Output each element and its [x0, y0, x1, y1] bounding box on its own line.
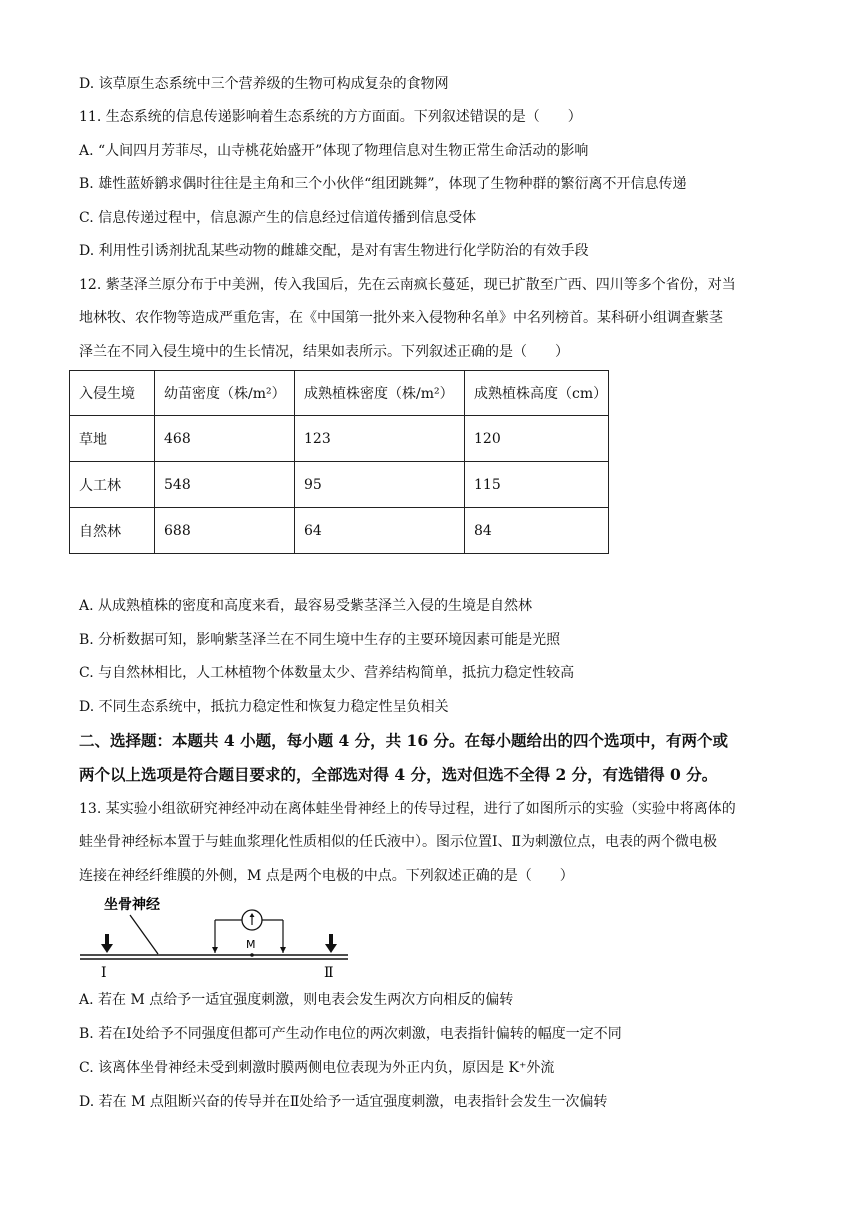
table-cell: 115: [465, 462, 609, 508]
table-row: [70, 462, 609, 508]
invasion-data-table: [69, 370, 609, 554]
stimulus-arrow-2: [325, 934, 337, 953]
section-2-heading-line2: 两个以上选项是符合题目要求的，全部选对得 4 分，选对但选不全得 2 分，有选错得 0 分。: [79, 765, 718, 784]
table-cell: 64: [295, 508, 465, 554]
stimulus-arrow-1: [101, 934, 113, 953]
table-header-cell: 入侵生境: [70, 371, 155, 416]
nerve-experiment-figure: [80, 888, 355, 984]
site-1-label: Ⅰ: [101, 965, 107, 981]
q12-option-a: A. 从成熟植株的密度和高度来看，最容易受紫茎泽兰入侵的生境是自然林: [79, 598, 533, 614]
q12-option-c: C. 与自然林相比，人工林植物个体数量太少、营养结构简单，抵抗力稳定性较高: [79, 665, 575, 681]
table-cell: 120: [465, 416, 609, 462]
point-m-label: M: [246, 938, 256, 951]
nerve-label: 坐骨神经: [104, 897, 160, 913]
q13-option-c: C. 该离体坐骨神经未受到刺激时膜两侧电位表现为外正内负，原因是 K⁺外流: [79, 1060, 555, 1076]
table-header-cell: 幼苗密度（株/m²）: [155, 371, 295, 416]
table-cell: 84: [465, 508, 609, 554]
nerve-pointer-line: [130, 915, 158, 954]
table-cell: 688: [155, 508, 295, 554]
table-cell: 人工林: [70, 462, 155, 508]
q12-stem-line1: 12. 紫茎泽兰原分布于中美洲，传入我国后，先在云南疯长蔓延，现已扩散至广西、四川等多个省份，对当: [79, 277, 736, 293]
section-2-heading-line1: 二、选择题：本题共 4 小题，每小题 4 分，共 16 分。在每小题给出的四个选项中，有两个或: [79, 731, 729, 750]
site-2-label: Ⅱ: [324, 965, 334, 981]
q13-stem-line2: 蛙坐骨神经标本置于与蛙血浆理化性质相似的任氏液中）。图示位置Ⅰ、Ⅱ为刺激位点，电表的两个微电极: [79, 834, 718, 850]
table-cell: 468: [155, 416, 295, 462]
q11-option-c: C. 信息传递过程中，信息源产生的信息经过信道传播到信息受体: [79, 210, 477, 226]
table-header-cell: 成熟植株高度（cm）: [465, 371, 609, 416]
q11-option-a: A. “人间四月芳菲尽，山寺桃花始盛开”体现了物理信息对生物正常生命活动的影响: [79, 143, 589, 159]
table-cell: 123: [295, 416, 465, 462]
table-cell: 自然林: [70, 508, 155, 554]
q12-option-b: B. 分析数据可知，影响紫茎泽兰在不同生境中生存的主要环境因素可能是光照: [79, 632, 561, 648]
q13-option-a: A. 若在 M 点给予一适宜强度刺激，则电表会发生两次方向相反的偏转: [79, 992, 514, 1008]
table-row: [70, 508, 609, 554]
q11-option-b: B. 雄性蓝娇鹟求偶时往往是主角和三个小伙伴“组团跳舞”，体现了生物种群的繁衍离不开信息传递: [79, 176, 687, 192]
table-header-row: [70, 371, 609, 416]
table-cell: 95: [295, 462, 465, 508]
q13-stem-line3: 连接在神经纤维膜的外侧，M 点是两个电极的中点。下列叙述正确的是（ ）: [79, 868, 574, 884]
table-cell: 548: [155, 462, 295, 508]
q11-stem: 11. 生态系统的信息传递影响着生态系统的方方面面。下列叙述错误的是（ ）: [79, 109, 582, 125]
q13-option-d: D. 若在 M 点阻断兴奋的传导并在Ⅱ处给予一适宜强度刺激，电表指针会发生一次偏转: [79, 1094, 608, 1110]
q12-stem-line3: 泽兰在不同入侵生境中的生长情况，结果如表所示。下列叙述正确的是（ ）: [79, 344, 569, 360]
q13-option-b: B. 若在Ⅰ处给予不同强度但都可产生动作电位的两次刺激，电表指针偏转的幅度一定不同: [79, 1026, 622, 1042]
table-cell: 草地: [70, 416, 155, 462]
q12-option-d: D. 不同生态系统中，抵抗力稳定性和恢复力稳定性呈负相关: [79, 699, 449, 715]
q11-option-d: D. 利用性引诱剂扰乱某些动物的雌雄交配，是对有害生物进行化学防治的有效手段: [79, 243, 589, 259]
q12-stem-line2: 地林牧、农作物等造成严重危害，在《中国第一批外来入侵物种名单》中名列榜首。某科研小组调查紫茎: [79, 310, 723, 326]
q13-stem-line1: 13. 某实验小组欲研究神经冲动在离体蛙坐骨神经上的传导过程，进行了如图所示的实验（实验中将离体的: [79, 801, 736, 817]
table-header-cell: 成熟植株密度（株/m²）: [295, 371, 465, 416]
q10-option-d: D. 该草原生态系统中三个营养级的生物可构成复杂的食物网: [79, 76, 449, 92]
point-m-marker: [250, 953, 254, 957]
table-row: [70, 416, 609, 462]
